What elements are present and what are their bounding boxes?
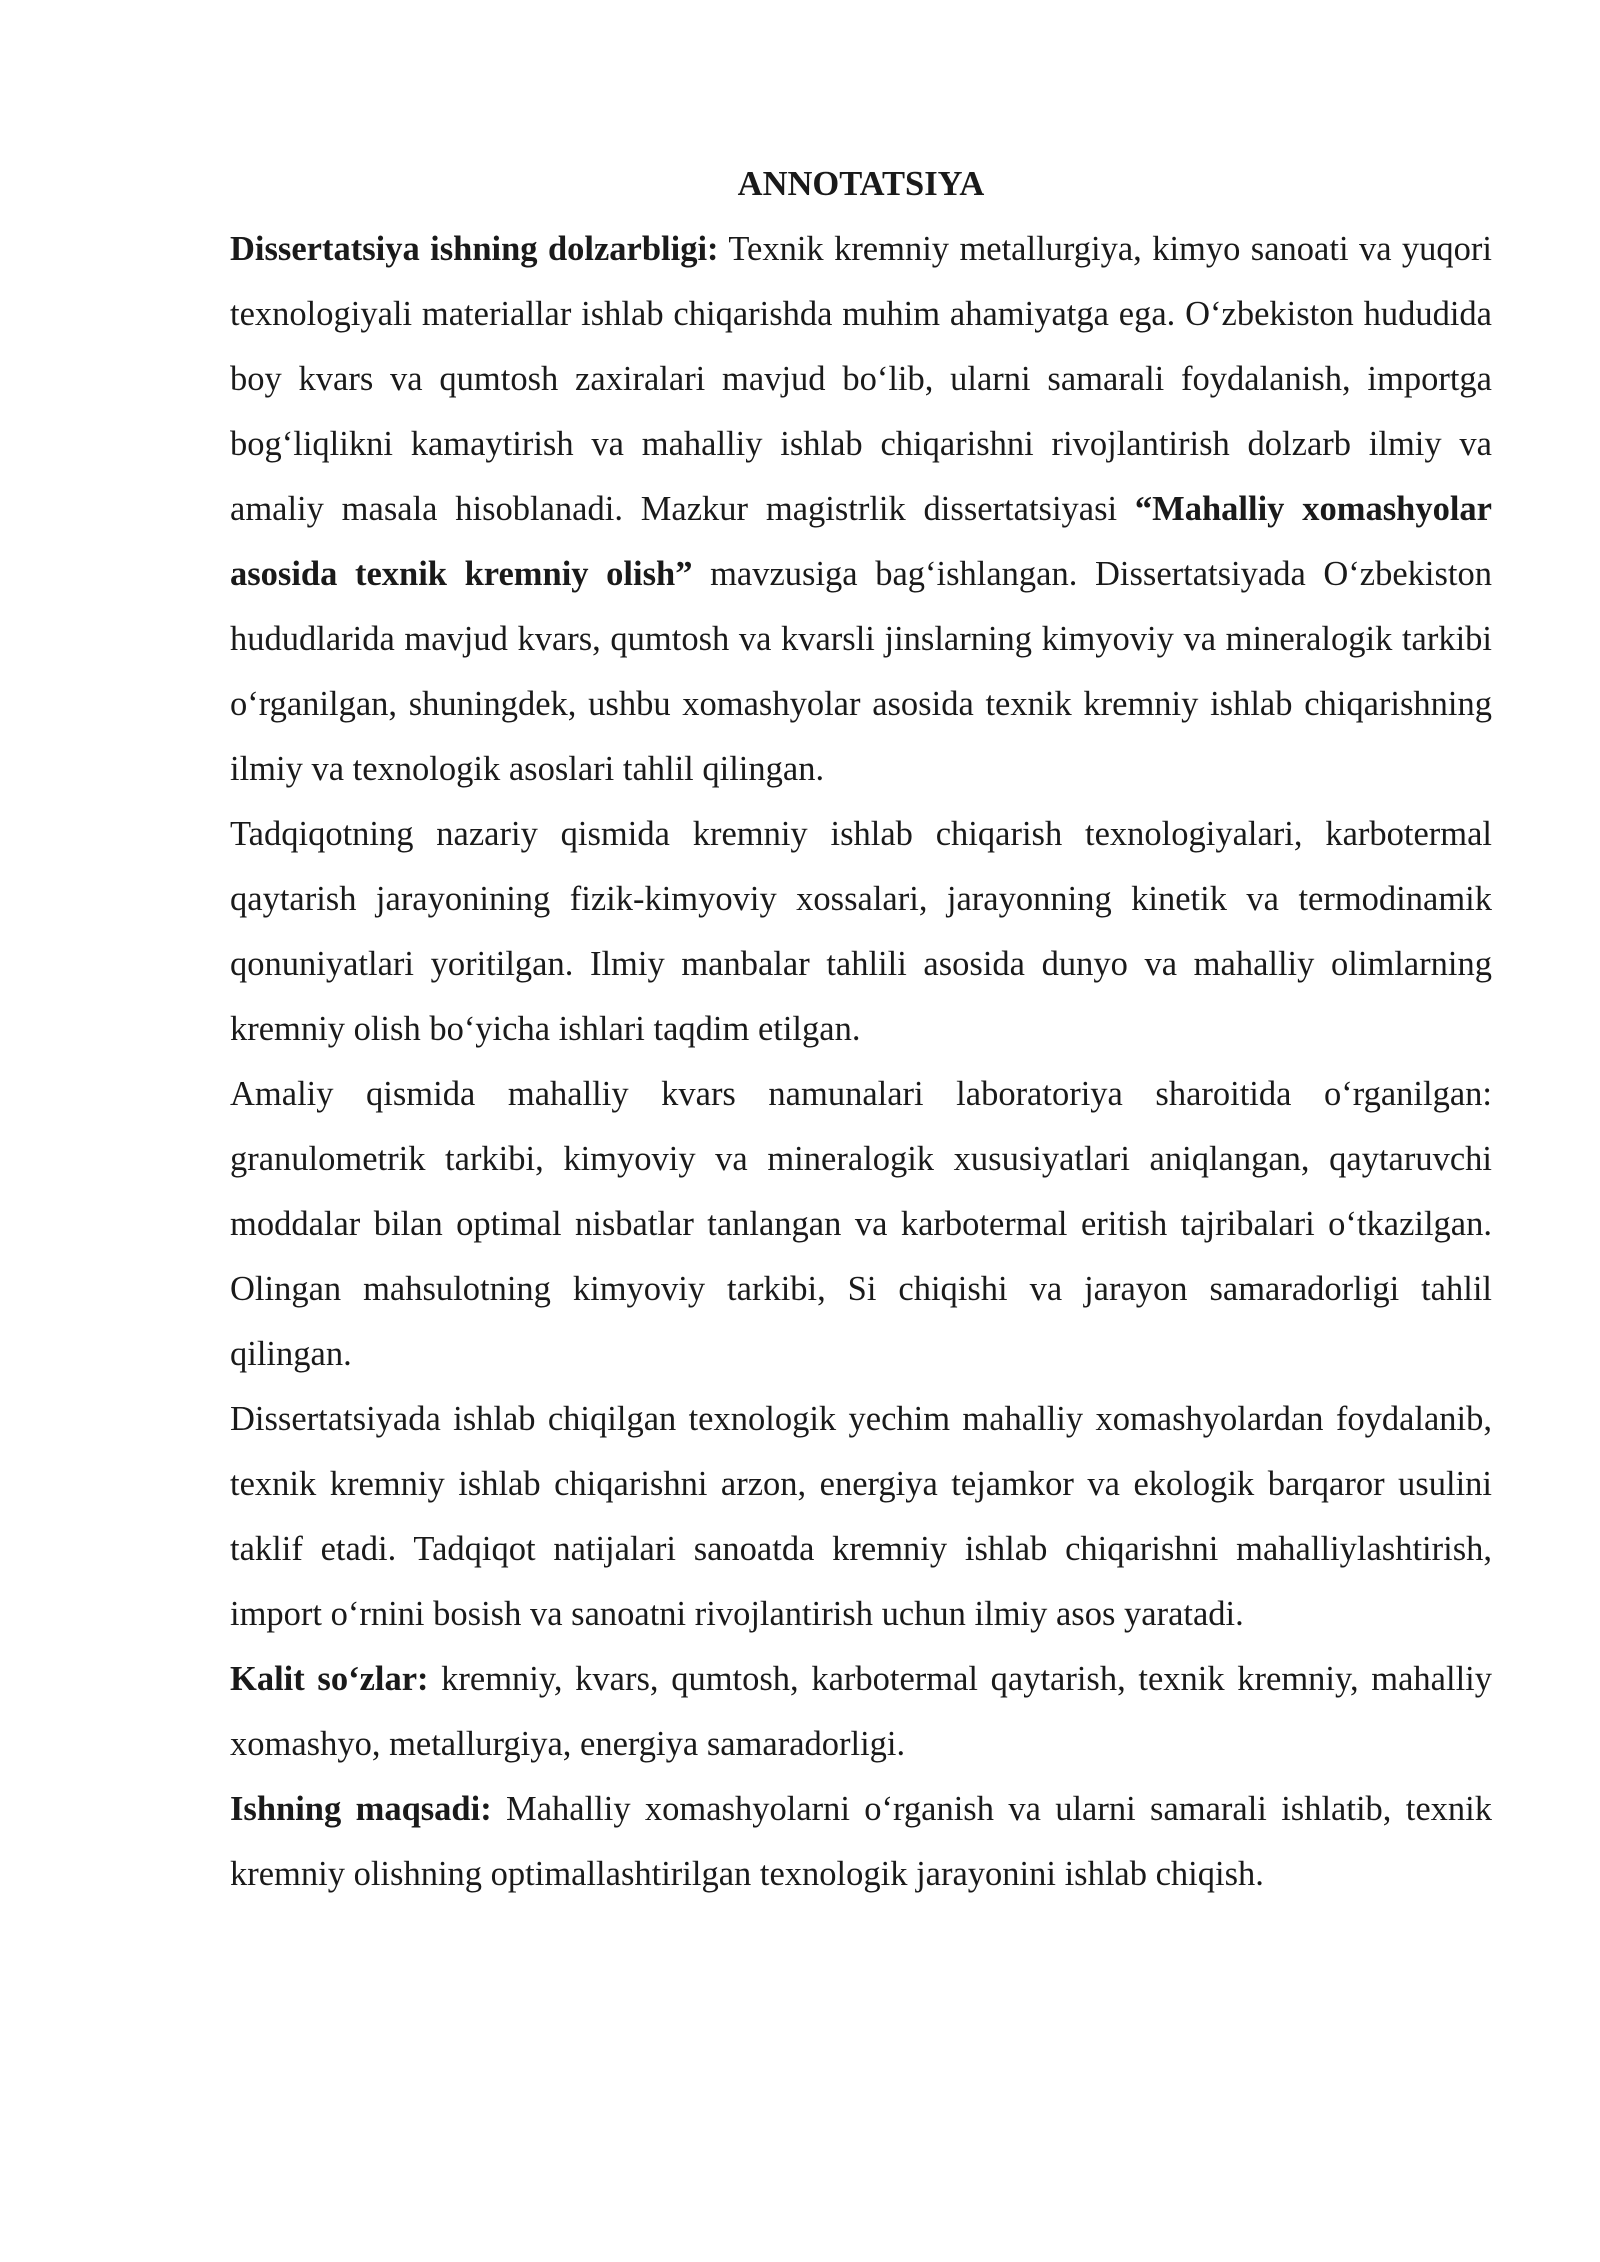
relevance-paragraph [230,217,1492,802]
goal-heading: Ishning maqsadi: [230,1790,492,1828]
document-page [230,152,1492,1907]
relevance-heading: Dissertatsiya ishning dolzarbligi: [230,230,719,268]
document-title: ANNOTATSIYA [737,165,985,203]
relevance-text-part2: mavzusiga bag‘ishlangan. Dissertatsiyada O‘zbekiston hududlarida mavjud kvars, qumtosh va kvarsli jinslarning kimyoviy va mineralogik tarkibi o‘rganilgan, shuningdek, ushbu xomashyolar asosida texnik kremniy ishlab chiqarishning ilmiy va texnologik asoslari tahlil qilingan. [230,555,1492,788]
dissertation-topic: “Mahalliy xomashyolar asosida texnik kremniy olish” [230,490,1492,593]
keywords-text: kremniy, kvars, qumtosh, karbotermal qaytarish, texnik kremniy, mahalliy xomashyo, metallurgiya, energiya samaradorligi. [230,1660,1492,1763]
theory-paragraph: Tadqiqotning nazariy qismida kremniy ishlab chiqarish texnologiyalari, karbotermal qaytarish jarayonining fizik-kimyoviy xossalari, jarayonning kinetik va termodinamik qonuniyatlari yoritilgan. Ilmiy manbalar tahlili asosida dunyo va mahalliy olimlarning kremniy olish bo‘yicha ishlari taqdim etilgan. [230,815,1492,1048]
relevance-text-part1: Texnik kremniy metallurgiya, kimyo sanoati va yuqori texnologiyali materiallar ishlab chiqarishda muhim ahamiyatga ega. O‘zbekiston hududida boy kvars va qumtosh zaxiralari mavjud bo‘lib, ularni samarali foydalanish, importga bog‘liqlikni kamaytirish va mahalliy ishlab chiqarishni rivojlantirish dolzarb ilmiy va amaliy masala hisoblanadi. Mazkur magistrlik dissertatsiyasi [230,230,1492,528]
keywords-heading: Kalit so‘zlar: [230,1660,429,1698]
goal-paragraph [230,1777,1492,1907]
solution-paragraph: Dissertatsiyada ishlab chiqilgan texnologik yechim mahalliy xomashyolardan foydalanib, texnik kremniy ishlab chiqarishni arzon, energiya tejamkor va ekologik barqaror usulini taklif etadi. Tadqiqot natijalari sanoatda kremniy ishlab chiqarishni mahalliylashtirish, import o‘rnini bosish va sanoatni rivojlantirish uchun ilmiy asos yaratadi. [230,1400,1492,1633]
goal-text: Mahalliy xomashyolarni o‘rganish va ularni samarali ishlatib, texnik kremniy olishning optimallashtirilgan texnologik jarayonini ishlab chiqish. [230,1790,1492,1893]
keywords-paragraph [230,1647,1492,1777]
practice-paragraph: Amaliy qismida mahalliy kvars namunalari laboratoriya sharoitida o‘rganilgan: granulometrik tarkibi, kimyoviy va mineralogik xususiyatlari aniqlangan, qaytaruvchi moddalar bilan optimal nisbatlar tanlangan va karbotermal eritish tajribalari o‘tkazilgan. Olingan mahsulotning kimyoviy tarkibi, Si chiqishi va jarayon samaradorligi tahlil qilingan. [230,1075,1492,1373]
